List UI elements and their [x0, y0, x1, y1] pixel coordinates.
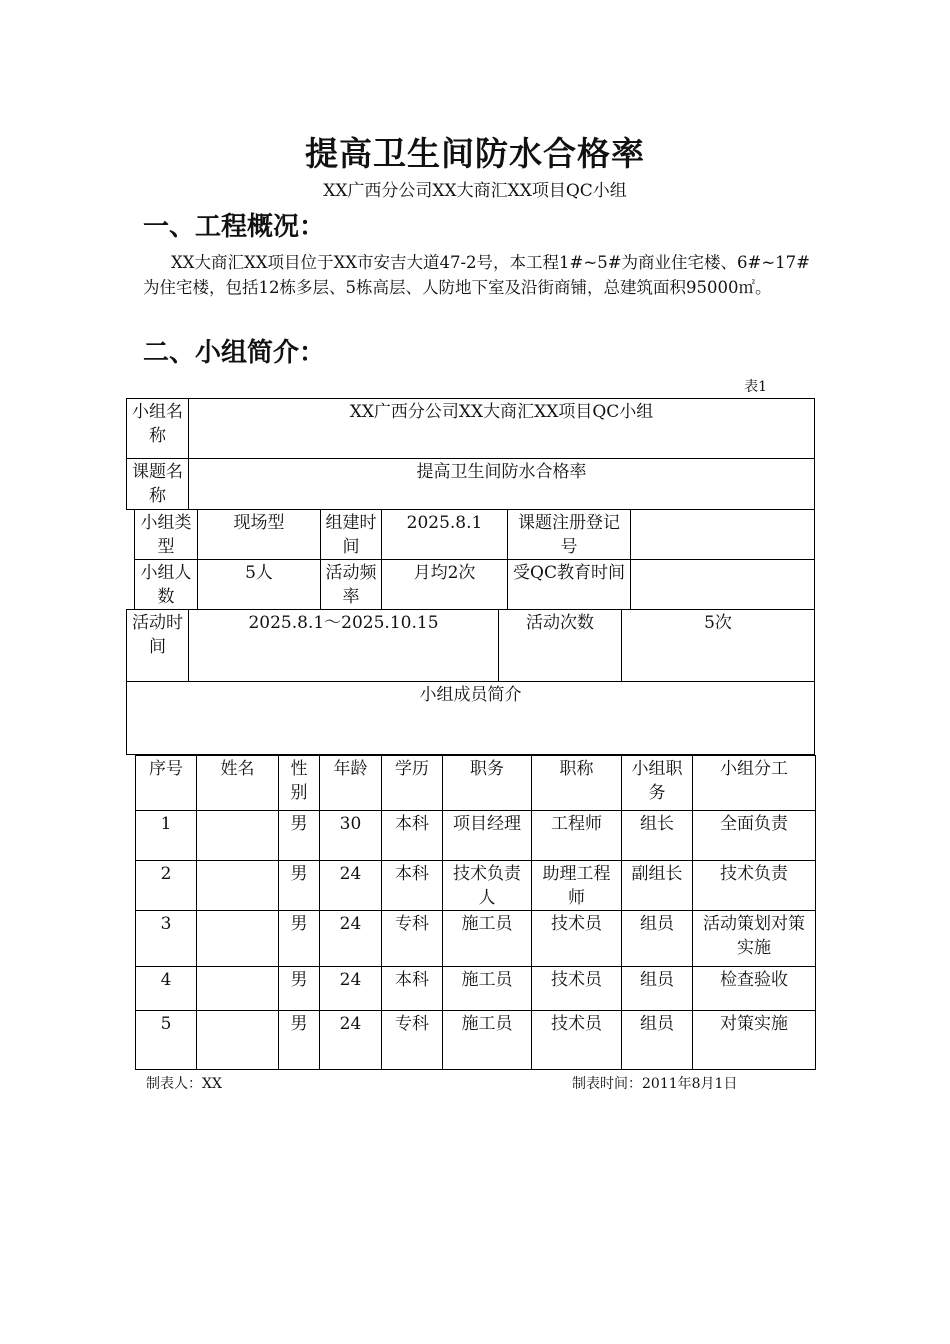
table-date: 制表时间：2011年8月1日 [572, 1076, 738, 1092]
edu-value [630, 559, 815, 610]
table-header-cell: 职务 [442, 755, 532, 811]
table-cell: 男 [278, 910, 320, 967]
table-maker: 制表人：XX [146, 1076, 222, 1092]
table-cell: 本科 [381, 860, 443, 911]
count-value: 5次 [621, 609, 815, 682]
table-cell: 技术员 [531, 966, 622, 1011]
table-cell: 组员 [621, 966, 693, 1011]
table-cell: 技术负责 [692, 860, 816, 911]
table-cell: 本科 [381, 810, 443, 861]
table-cell: 技术员 [531, 910, 622, 967]
type-label: 小组类型 [134, 509, 198, 560]
period-value: 2025.8.1～2025.10.15 [188, 609, 499, 682]
group-name-value: XX广西分公司XX大商汇XX项目QC小组 [188, 398, 815, 459]
table-cell [196, 966, 279, 1011]
table-header-cell: 序号 [135, 755, 197, 811]
table-cell: 施工员 [442, 910, 532, 967]
table-cell: 对策实施 [692, 1010, 816, 1070]
table-cell: 24 [319, 966, 382, 1011]
topic-label: 课题名称 [126, 458, 189, 510]
founded-value: 2025.8.1 [381, 509, 508, 560]
table-cell: 24 [319, 860, 382, 911]
founded-label: 组建时间 [320, 509, 382, 560]
type-value: 现场型 [197, 509, 321, 560]
table-cell [196, 1010, 279, 1070]
freq-value: 月均2次 [381, 559, 508, 610]
table-cell: 男 [278, 1010, 320, 1070]
table-cell: 4 [135, 966, 197, 1011]
table-header-cell: 小组职务 [621, 755, 693, 811]
table-cell: 技术员 [531, 1010, 622, 1070]
table-header-cell: 性别 [278, 755, 320, 811]
table-cell: 施工员 [442, 1010, 532, 1070]
document-title: 提高卫生间防水合格率 [305, 134, 645, 173]
table-cell: 工程师 [531, 810, 622, 861]
table-header-cell: 小组分工 [692, 755, 816, 811]
table-cell: 项目经理 [442, 810, 532, 861]
table-cell: 组长 [621, 810, 693, 861]
table-cell: 组员 [621, 910, 693, 967]
table-cell [196, 910, 279, 967]
table-cell: 本科 [381, 966, 443, 1011]
table-cell: 施工员 [442, 966, 532, 1011]
section-heading-group: 二、小组简介： [143, 338, 326, 368]
table-cell: 男 [278, 966, 320, 1011]
table-label: 表1 [744, 379, 767, 395]
document-subtitle: XX广西分公司XX大商汇XX项目QC小组 [323, 181, 627, 201]
table-cell: 3 [135, 910, 197, 967]
table-cell: 1 [135, 810, 197, 861]
table-cell: 30 [319, 810, 382, 861]
table-cell: 活动策划对策实施 [692, 910, 816, 967]
table-cell: 全面负责 [692, 810, 816, 861]
members-intro-heading: 小组成员简介 [126, 681, 815, 755]
table-cell: 男 [278, 810, 320, 861]
table-cell: 专科 [381, 1010, 443, 1070]
table-cell: 2 [135, 860, 197, 911]
edu-label: 受QC教育时间 [507, 559, 631, 610]
count-label: 活动次数 [498, 609, 622, 682]
table-cell: 技术负责人 [442, 860, 532, 911]
table-cell: 5 [135, 1010, 197, 1070]
table-cell: 助理工程师 [531, 860, 622, 911]
overview-paragraph: XX大商汇XX项目位于XX市安吉大道47-2号，本工程1#~5#为商业住宅楼、6#~17#为住宅楼，包括12栋多层、5栋高层、人防地下室及沿街商铺，总建筑面积95000㎡。 [143, 253, 810, 297]
table-header-cell: 姓名 [196, 755, 279, 811]
members-value: 5人 [197, 559, 321, 610]
members-label: 小组人数 [134, 559, 198, 610]
table-cell [196, 810, 279, 861]
section-heading-overview: 一、工程概况： [143, 212, 326, 242]
reg-label: 课题注册登记号 [507, 509, 631, 560]
table-header-cell: 学历 [381, 755, 443, 811]
table-cell: 检查验收 [692, 966, 816, 1011]
table-header-cell: 职称 [531, 755, 622, 811]
table-cell: 组员 [621, 1010, 693, 1070]
table-header-cell: 年龄 [319, 755, 382, 811]
table-cell: 副组长 [621, 860, 693, 911]
reg-value [630, 509, 815, 560]
period-label: 活动时间 [126, 609, 189, 682]
table-cell: 24 [319, 1010, 382, 1070]
freq-label: 活动频率 [320, 559, 382, 610]
table-cell: 24 [319, 910, 382, 967]
table-cell: 专科 [381, 910, 443, 967]
group-name-label: 小组名称 [126, 398, 189, 459]
table-cell: 男 [278, 860, 320, 911]
table-cell [196, 860, 279, 911]
topic-value: 提高卫生间防水合格率 [188, 458, 815, 510]
